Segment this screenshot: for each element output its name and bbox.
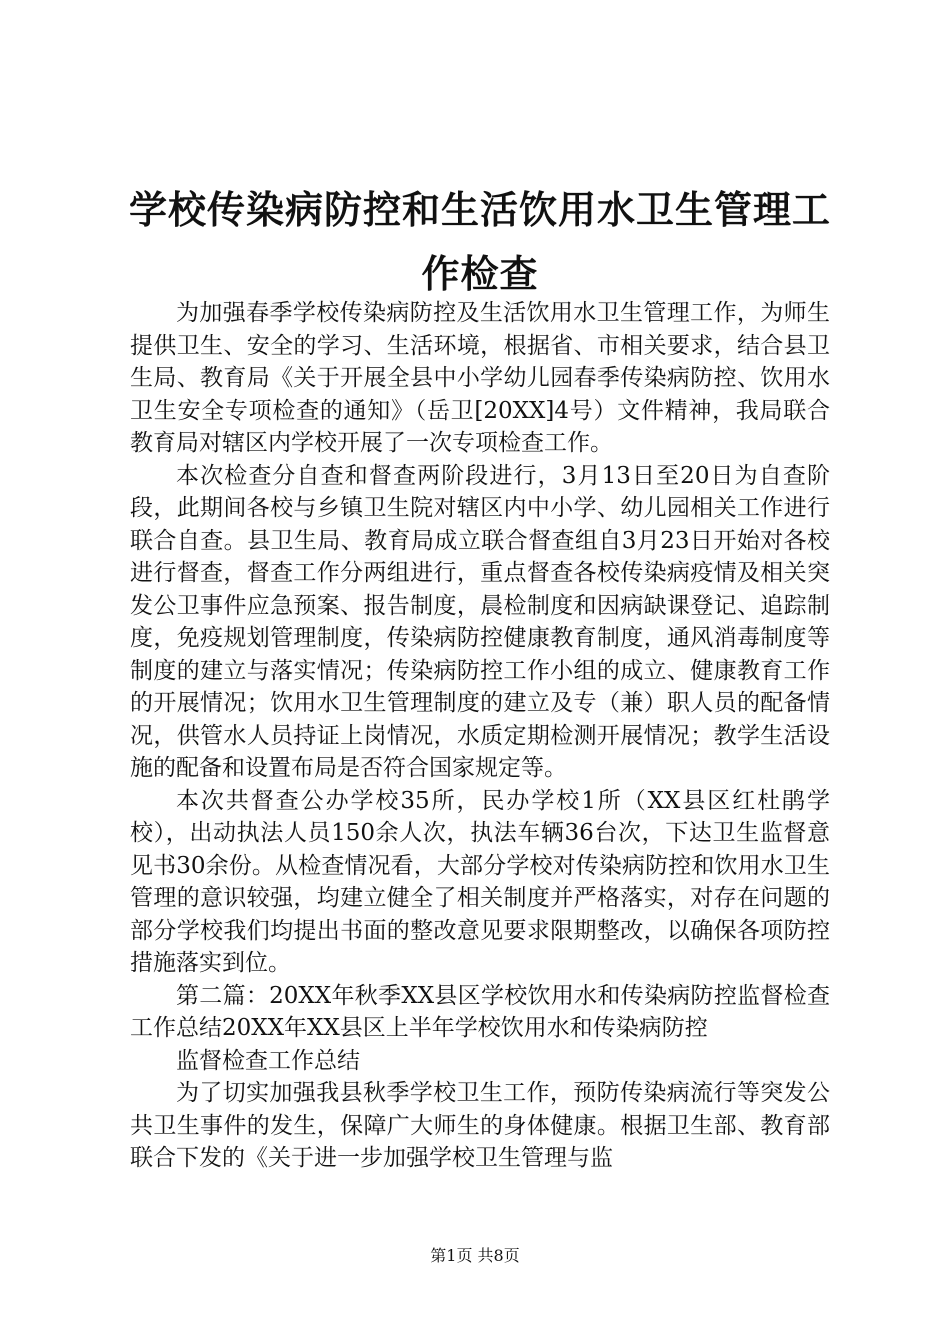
paragraph-inspection-stages: 本次检查分自查和督查两阶段进行，3月13日至20日为自查阶段，此期间各校与乡镇卫生院对辖区内中小学、幼儿园相关工作进行联合自查。县卫生局、教育局成立联合督查组自3月23日开始对各校进行督查，督查工作分两组进行，重点督查各校传染病疫情及相关突发公卫事件应急预案、报告制度，晨检制度和因病缺课登记、追踪制度，免疫规划管理制度，传染病防控健康教育制度，通风消毒制度等制度的建立与落实情况；传染病防控工作小组的成立、健康教育工作的开展情况；饮用水卫生管理制度的建立及专（兼）职人员的配备情况，供管水人员持证上岗情况，水质定期检测开展情况；教学生活设施的配备和设置布局是否符合国家规定等。 [130, 462, 830, 781]
paragraph-second-article-heading: 第二篇：20XX年秋季XX县区学校饮用水和传染病防控监督检查工作总结20XX年XX县区上半年学校饮用水和传染病防控 [130, 982, 830, 1041]
paragraph-second-article-subtitle: 监督检查工作总结 [176, 1047, 360, 1074]
paragraph-inspection-results: 本次共督查公办学校35所，民办学校1所（XX县区红杜鹃学校），出动执法人员150余人次，执法车辆36台次，下达卫生监督意见书30余份。从检查情况看，大部分学校对传染病防控和饮用水卫生管理的意识较强，均建立健全了相关制度并严格落实，对存在问题的部分学校我们均提出书面的整改意见要求限期整改，以确保各项防控措施落实到位。 [130, 787, 830, 976]
page-footer [0, 1244, 950, 1268]
page-number-indicator: 第1页 共8页 [430, 1246, 520, 1265]
document-title: 学校传染病防控和生活饮用水卫生管理工作检查 [128, 188, 831, 296]
paragraph-intro: 为加强春季学校传染病防控及生活饮用水卫生管理工作，为师生提供卫生、安全的学习、生活环境，根据省、市相关要求，结合县卫生局、教育局《关于开展全县中小学幼儿园春季传染病防控、饮用水卫生安全专项检查的通知》（岳卫[20XX]4号）文件精神，我局联合教育局对辖区内学校开展了一次专项检查工作。 [130, 300, 830, 456]
paragraph-second-article-body: 为了切实加强我县秋季学校卫生工作，预防传染病流行等突发公共卫生事件的发生，保障广大师生的身体健康。根据卫生部、教育部联合下发的《关于进一步加强学校卫生管理与监 [130, 1080, 830, 1171]
document-body [130, 297, 830, 1175]
